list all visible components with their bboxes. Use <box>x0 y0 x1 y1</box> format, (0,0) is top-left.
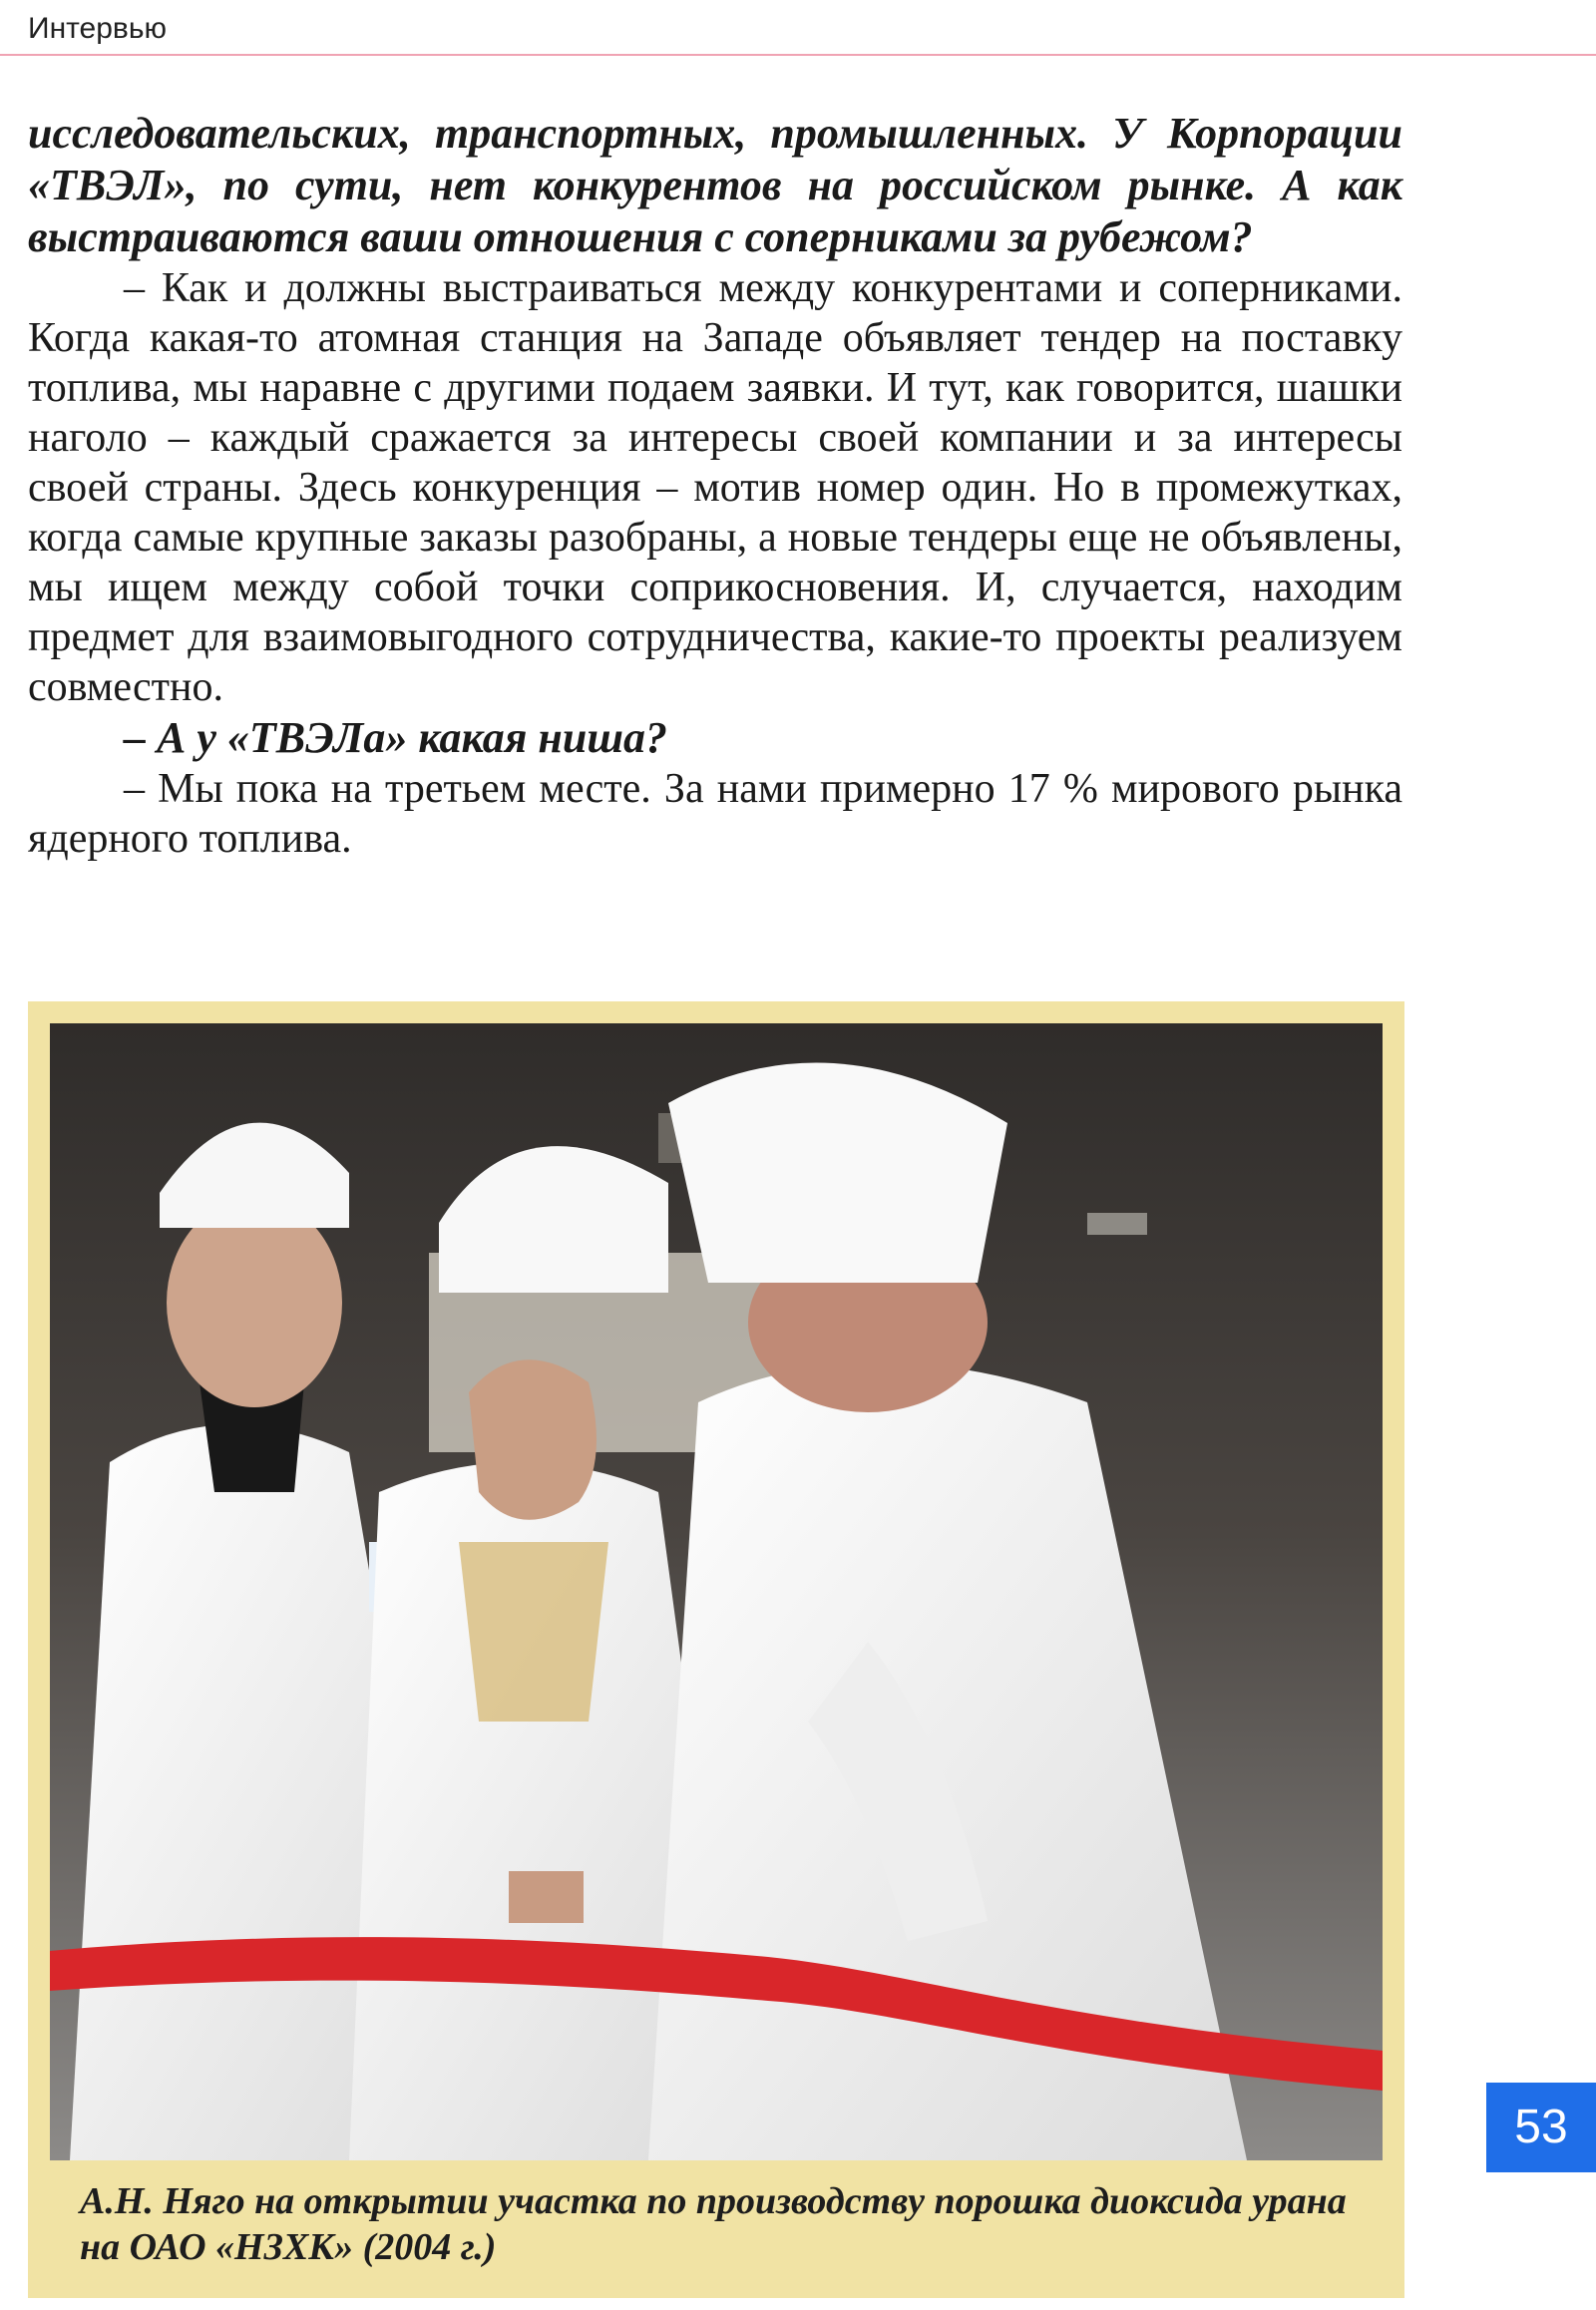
interview-answer-1: – Как и должны выстраиваться между конкурентами и соперниками. Когда какая-то атомная станция на Западе объявляет тендер на поставку топлива, мы наравне с другими подаем заявки. И тут, как говорится, шашки наголо – каждый сражается за интересы своей компании и за интересы своей страны. Здесь конкуренция – мотив номер один. Но в промежутках, когда самые крупные заказы разобраны, а новые тендеры еще не объявлены, мы ищем между собой точки соприкосновения. И, случается, находим предмет для взаимовыгодного сотрудничества, какие-то проекты реализуем совместно. <box>28 265 1402 710</box>
tie <box>459 1542 608 1722</box>
photo-frame <box>28 1001 1404 2298</box>
interview-question-2: – А у «ТВЭЛа» какая ниша? <box>124 713 667 762</box>
ribbon-cutting-photo <box>50 1023 1383 2160</box>
interview-question-1: исследовательских, транспортных, промышленных. У Корпорации «ТВЭЛ», по сути, нет конкурентов на российском рынке. А как выстраиваются ваши отношения с соперниками за рубежом? <box>28 109 1402 261</box>
header-divider <box>0 54 1596 56</box>
section-label: Интервью <box>28 12 167 45</box>
photo-caption: А.Н. Няго на открытии участка по производству порошка диоксида урана на ОАО «НЗХК» (2004 г.) <box>80 2180 1347 2268</box>
hand <box>509 1871 584 1923</box>
wall-label <box>1087 1213 1147 1235</box>
page-number: 53 <box>1486 2083 1596 2172</box>
interview-answer-2: – Мы пока на третьем месте. За нами примерно 17 % мирового рынка ядерного топлива. <box>28 766 1402 862</box>
article-body <box>28 108 1402 864</box>
